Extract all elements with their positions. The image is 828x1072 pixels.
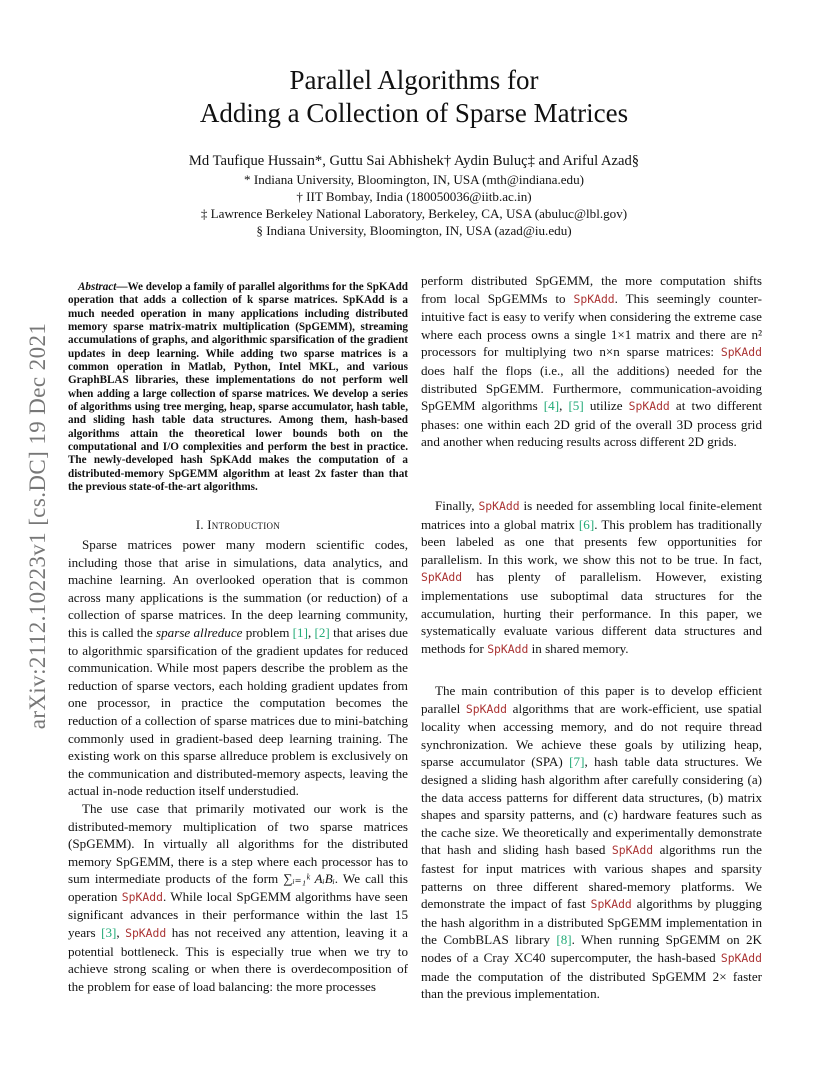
code-spkadd: SpKAdd bbox=[421, 570, 463, 585]
text-run: has plenty of parallelism. However, existing implementations use suboptimal data structures for the accumulation, hurting their performance. In this paper, we systematically evaluate various different data structures and methods for bbox=[421, 569, 762, 656]
text-run: in shared memory. bbox=[528, 640, 629, 656]
affiliation-3: ‡ Lawrence Berkeley National Laboratory, Berkeley, CA, USA (abuluc@lbl.gov) bbox=[200, 206, 628, 221]
text-run: . This seemingly counter-intuitive fact is easy to verify when considering the extreme case where each process owns a single 1×1 matrix and there are n² processors for multiplying two n×n sparse matrices: bbox=[421, 290, 762, 360]
text-run: . When running SpGEMM on 2K nodes of a Cray XC40 supercomputer, the hash-based bbox=[421, 932, 762, 965]
abstract bbox=[68, 281, 408, 495]
code-spkadd: SpKAdd bbox=[121, 889, 163, 904]
text-run: does half the flops (i.e., all the additions) needed for the distributed SpGEMM. Furthermore, communication-avoiding SpGEMM algorithms bbox=[421, 362, 762, 414]
text-run: , hash table data structures. We designed a sliding hash algorithm after carefully considering (a) the data access patterns for different data structures, (b) matrix shapes and sparsity patterns, and (c) hardware features such as the cache size. We theoretically and experimentally demonstrate that hash and sliding hash based bbox=[421, 754, 762, 858]
abstract-label: Abstract bbox=[78, 281, 117, 293]
right-column-block-2 bbox=[421, 497, 762, 658]
text-run: . We call this operation bbox=[68, 871, 409, 904]
abstract-text: —We develop a family of parallel algorithms for the SpKAdd operation that adds a collection of k sparse matrices. SpKAdd is a much needed operation in many applications including distributed memory sparse matrix-matrix multiplication (SpGEMM), streaming accumulations of graphs, and algorithmic sparsification of the gradient updates in deep learning. While adding two sparse matrices is a common operation in Matlab, Python, Intel MKL, and various GraphBLAS libraries, these implementations do not perform well when adding a large collection of sparse matrices. We develop a series of algorithms using tree merging, heap, sparse accumulator, hash table, and sliding hash table data structures. Among them, hash-based algorithms attain the theoretical lower bounds both on the computational and I/O complexities and perform the best in practice. The newly-developed hash SpKAdd makes the computation of a distributed-memory SpGEMM algorithm at least 2x faster than that the previous state-of-the-art algorithms. bbox=[68, 281, 409, 494]
title-line-2: Adding a Collection of Sparse Matrices bbox=[199, 98, 629, 128]
left-column-body bbox=[68, 536, 408, 995]
arxiv-stamp: arXiv:2112.10223v1 [cs.DC] 19 Dec 2021 bbox=[25, 322, 50, 730]
section-number: I. bbox=[195, 518, 208, 532]
affiliation-2: † IIT Bombay, India (180050036@iitb.ac.in) bbox=[296, 189, 532, 204]
citation-5[interactable]: [5] bbox=[568, 398, 584, 414]
code-spkadd: SpKAdd bbox=[611, 843, 654, 858]
code-spkadd: SpKAdd bbox=[573, 291, 615, 306]
text-run: at two different phases: one within each 2D grid of the overall 3D process grid and another when reducing results across different 2D grids. bbox=[421, 398, 763, 450]
paragraph-3 bbox=[421, 272, 762, 451]
section-title: Introduction bbox=[207, 518, 281, 532]
code-spkadd: SpKAdd bbox=[125, 926, 167, 941]
paragraph-1 bbox=[68, 536, 408, 800]
text-run: algorithms run the fastest for input matrices with various shapes and sparsity patterns on three different shared-memory platforms. We demonstrate the impact of fast bbox=[421, 842, 762, 912]
authors: Md Taufique Hussain*, Guttu Sai Abhishek† Aydin Buluç‡ and Ariful Azad§ bbox=[188, 153, 640, 169]
text-run: The use case that primarily motivated our work is the distributed-memory multiplication of two sparse matrices (SpGEMM). In virtually all algorithms for the distributed memory SpGEMM, there is a step where each processor has to sum intermediate products of the form bbox=[68, 800, 408, 887]
paragraph-4 bbox=[421, 497, 762, 658]
sum-formula: ∑ᵢ₌₁ᵏ AᵢBᵢ bbox=[283, 871, 335, 887]
affiliation-1: * Indiana University, Bloomington, IN, USA (mth@indiana.edu) bbox=[244, 172, 584, 187]
text-run: , bbox=[559, 398, 569, 414]
code-spkadd: SpKAdd bbox=[590, 897, 632, 912]
right-column-block-3 bbox=[421, 682, 762, 1003]
citation-4[interactable]: [4] bbox=[543, 398, 560, 414]
section-heading bbox=[68, 518, 408, 533]
code-spkadd: SpKAdd bbox=[720, 950, 762, 965]
text-run: . This problem has traditionally been labeled as one that presents few opportunities for parallelism. In this work, we show this not to be true. In fact, bbox=[421, 516, 762, 567]
text-run: . While local SpGEMM algorithms have seen significant advances in their performance within the last 15 years bbox=[68, 888, 408, 941]
text-run: algorithms that are work-efficient, use spatial locality when accessing memory, and do not require thread synchronization. We achieve these goals by utilizing heap, sparse accumulator (SPA) bbox=[421, 700, 762, 770]
right-column-block-1 bbox=[421, 272, 762, 451]
paragraph-2 bbox=[68, 800, 408, 996]
text-run: Sparse matrices power many modern scientific codes, including those that arise in simulations, data analytics, and machine learning. An overlooked operation that is common across many applications is the summation (or reduction) of a collection of sparse matrices. In the deep learning community, this is called the bbox=[68, 537, 408, 640]
citation-6[interactable]: [6] bbox=[578, 516, 595, 532]
text-run: utilize bbox=[583, 398, 629, 414]
citation-1[interactable]: [1] bbox=[292, 624, 308, 640]
code-spkadd: SpKAdd bbox=[465, 701, 508, 716]
citation-8[interactable]: [8] bbox=[556, 932, 572, 948]
paper-title bbox=[0, 64, 828, 130]
text-run: The main contribution of this paper is to develop efficient parallel bbox=[421, 683, 762, 716]
text-run: made the computation of the distributed SpGEMM 2× faster than the previous implementation. bbox=[421, 968, 762, 1002]
text-run: Finally, bbox=[435, 498, 479, 513]
affiliation-4: § Indiana University, Bloomington, IN, USA (azad@iu.edu) bbox=[256, 223, 572, 238]
citation-7[interactable]: [7] bbox=[569, 754, 585, 770]
emphasis: sparse allreduce bbox=[156, 624, 243, 640]
text-run: that arises due to algorithmic sparsification of the gradient updates for reduced communication. While most papers describe the problem as the reduction of sparse vectors, each holding gradient updates from one processor, in practice the computation becomes the reduction of a collection of sparse matrices due to mini-batching commonly used in gradient-based deep learning training. The existing work on this sparse allreduce problem is exclusively on the communication and distributed-memory aspects, leaving the actual in-node reduction itself understudied. bbox=[68, 624, 408, 799]
code-spkadd: SpKAdd bbox=[487, 641, 529, 656]
code-spkadd: SpKAdd bbox=[478, 499, 520, 513]
title-line-1: Parallel Algorithms for bbox=[289, 65, 539, 95]
citation-3[interactable]: [3] bbox=[101, 925, 117, 941]
code-spkadd: SpKAdd bbox=[628, 399, 670, 414]
paragraph-5 bbox=[421, 682, 762, 1003]
text-run: perform distributed SpGEMM, the more computation shifts from local SpGEMMs to bbox=[421, 273, 762, 306]
citation-2[interactable]: [2] bbox=[314, 624, 330, 640]
text-run: is needed for assembling local finite-element matrices into a global matrix bbox=[421, 498, 762, 532]
text-run: , bbox=[307, 624, 315, 640]
text-run: , bbox=[116, 925, 126, 941]
text-run: problem bbox=[242, 624, 293, 640]
text-run: has not received any attention, leaving it a potential bottleneck. This is especially true when we try to achieve strong scaling or when there is overdecomposition of the problem for ease of load balancing: the more processes bbox=[68, 925, 408, 994]
text-run: algorithms by plugging the hash algorithm in a distributed SpGEMM implementation in the CombBLAS library bbox=[421, 896, 762, 948]
code-spkadd: SpKAdd bbox=[720, 345, 762, 360]
